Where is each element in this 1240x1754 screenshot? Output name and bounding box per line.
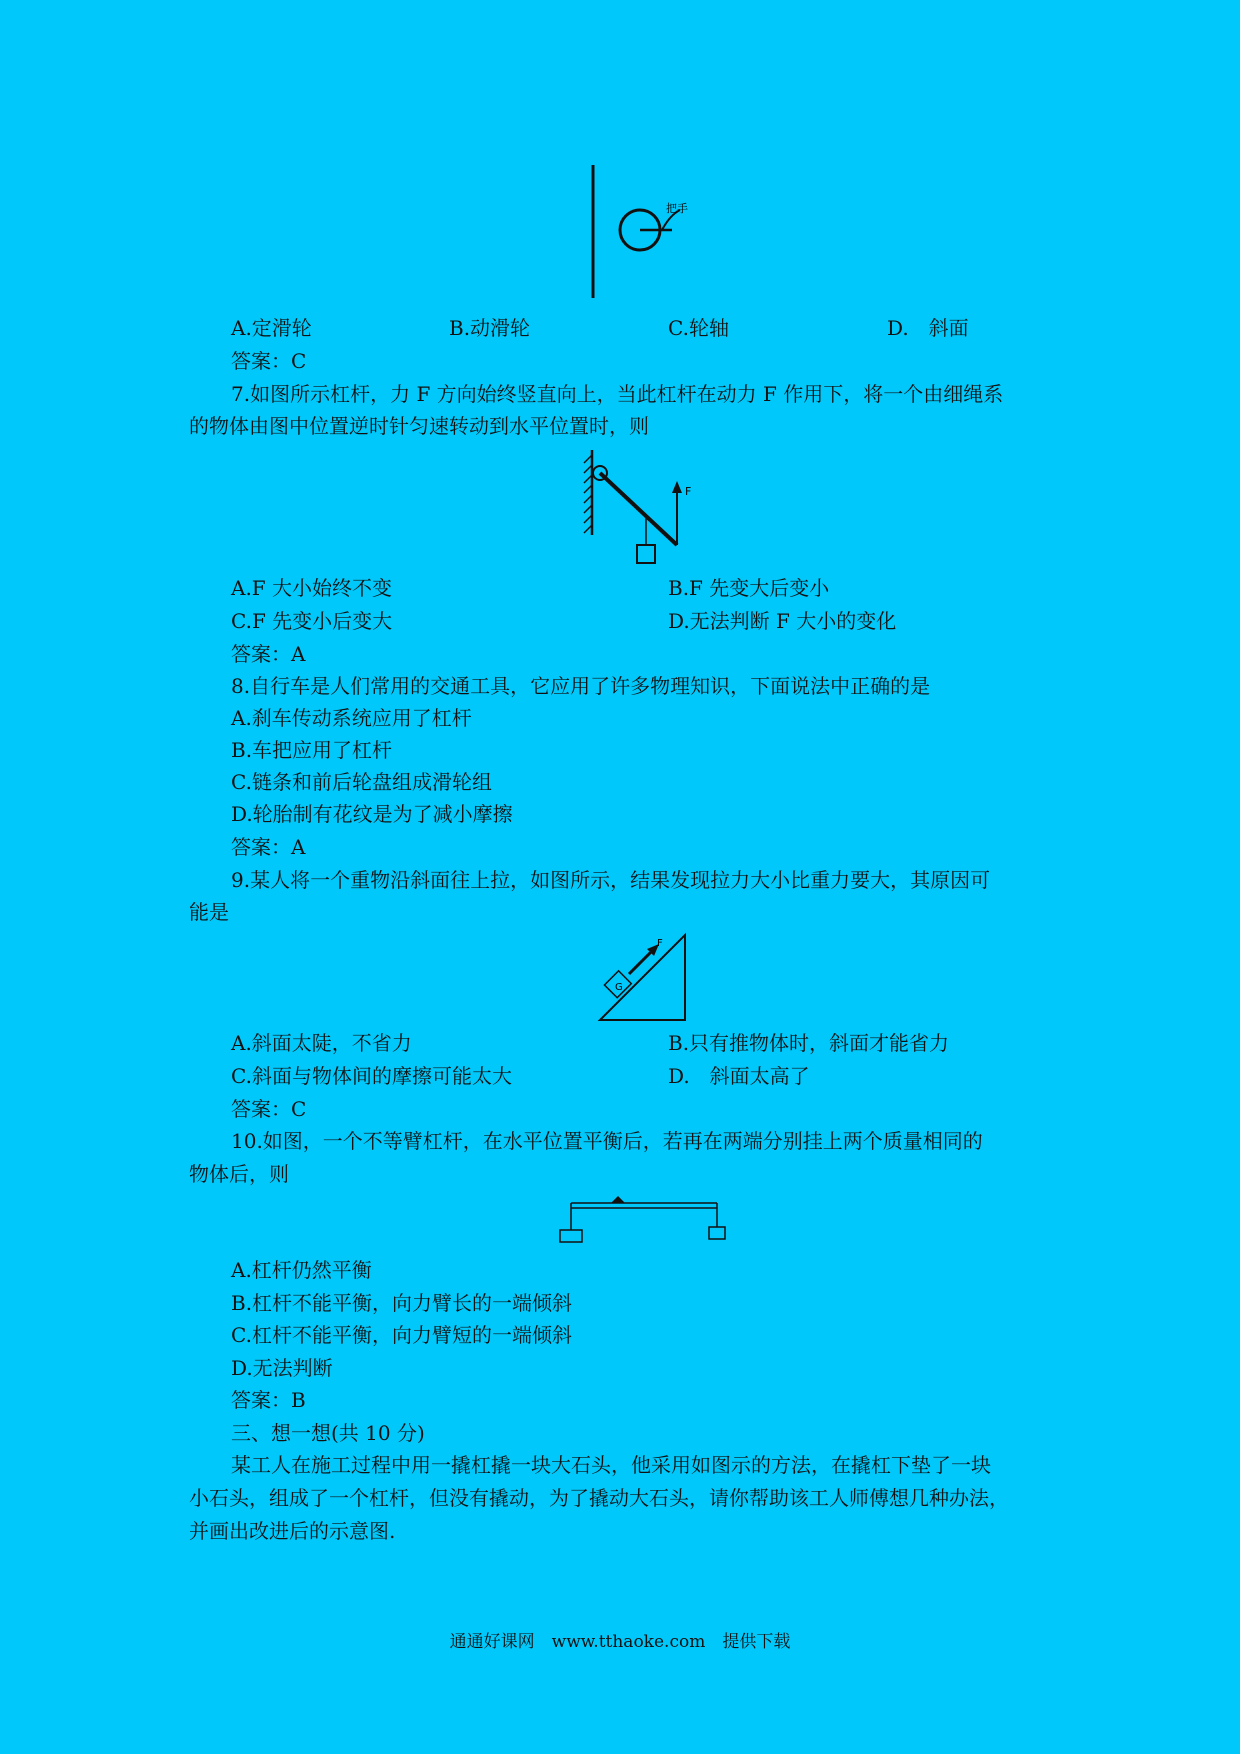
q7-option-b: B.F 先变大后变小 [668,576,830,600]
q7-option-c: C.F 先变小后变大 [231,609,393,633]
q7-option-a: A.F 大小始终不变 [231,576,393,600]
q6-option-b: B.动滑轮 [449,316,531,340]
q6-option-c: C.轮轴 [668,316,729,340]
q7-answer: 答案：A [231,642,306,666]
force-label: F [685,485,692,498]
handle-label: 把手 [666,202,688,215]
q9-option-d: D. 斜面太高了 [668,1064,810,1088]
section-text-2: 小石头，组成了一个杠杆，但没有撬动，为了撬动大石头，请你帮助该工人师傅想几种办法， [189,1486,1009,1510]
q9-answer: 答案：C [231,1097,307,1121]
section-text-1: 某工人在施工过程中用一撬杠撬一块大石头，他采用如图示的方法，在撬杠下垫了一块 [231,1453,991,1477]
q8-option-d: D.轮胎制有花纹是为了减小摩擦 [231,802,513,826]
q6-option-d: D. 斜面 [887,316,969,340]
q6-answer: 答案：C [231,349,307,373]
q9-option-a: A.斜面太陡，不省力 [231,1031,412,1055]
q7-stem-cont: 的物体由图中位置逆时针匀速转动到水平位置时，则 [189,414,649,438]
q8-option-b: B.车把应用了杠杆 [231,738,393,762]
q8-option-c: C.链条和前后轮盘组成滑轮组 [231,770,492,794]
pull-force-label: F [657,938,663,949]
q9-stem: 9.某人将一个重物沿斜面往上拉，如图所示，结果发现拉力大小比重力要大，其原因可 [231,868,991,892]
q9-option-c: C.斜面与物体间的摩擦可能太大 [231,1064,512,1088]
q7-stem: 7.如图所示杠杆，力 F 方向始终竖直向上，当此杠杆在动力 F 作用下，将一个由细绳系 [231,382,1004,406]
lever-figure [580,445,700,570]
q8-option-a: A.刹车传动系统应用了杠杆 [231,706,472,730]
q8-stem: 8.自行车是人们常用的交通工具，它应用了许多物理知识，下面说法中正确的是 [231,674,931,698]
q6-option-a: A.定滑轮 [231,316,312,340]
weight-label: G [615,982,623,993]
q9-option-b: B.只有推物体时，斜面才能省力 [668,1031,950,1055]
q10-stem-cont: 物体后，则 [189,1162,289,1186]
balance-lever-figure [555,1195,730,1245]
section-heading: 三、想一想(共 10 分) [231,1421,425,1445]
q10-option-c: C.杠杆不能平衡，向力臂短的一端倾斜 [231,1323,572,1347]
q10-option-d: D.无法判断 [231,1356,333,1380]
q10-answer: 答案：B [231,1388,306,1412]
q8-answer: 答案：A [231,835,306,859]
q10-option-b: B.杠杆不能平衡，向力臂长的一端倾斜 [231,1291,573,1315]
q9-stem-cont: 能是 [189,900,229,924]
wheel-axle-figure [580,160,700,300]
q10-stem: 10.如图，一个不等臂杠杆，在水平位置平衡后，若再在两端分别挂上两个质量相同的 [231,1129,983,1153]
q10-option-a: A.杠杆仍然平衡 [231,1258,372,1282]
incline-figure [595,930,690,1025]
section-text-3: 并画出改进后的示意图. [189,1519,396,1543]
page-footer: 通通好课网 www.tthaoke.com 提供下载 [449,1632,791,1652]
q7-option-d: D.无法判断 F 大小的变化 [668,609,897,633]
